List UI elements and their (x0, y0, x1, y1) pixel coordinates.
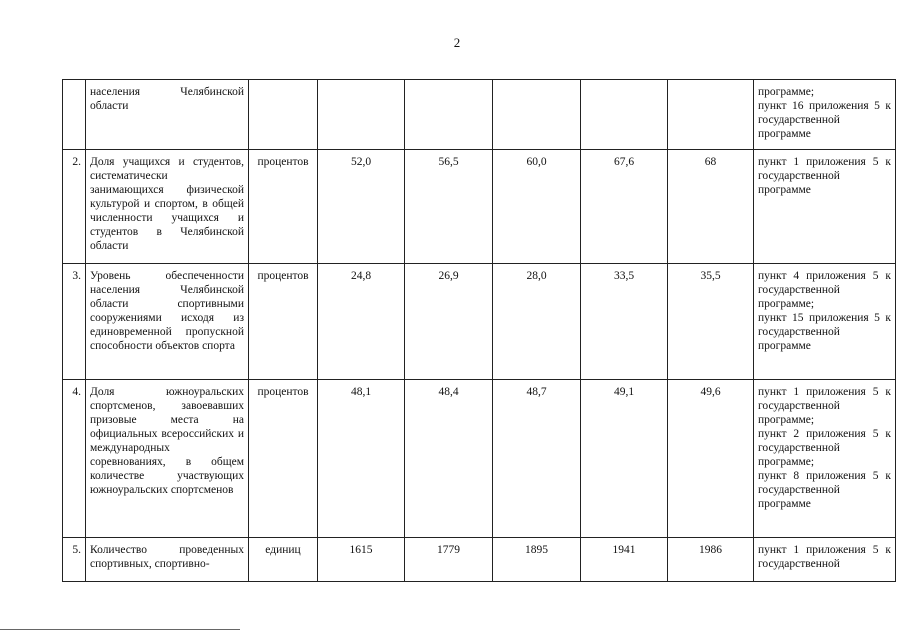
indicator-name: Уровень обеспеченности населения Челябинской области спортивными сооружениями исходя из единовременной пропускной способности объектов спорта (86, 264, 249, 380)
value-cell: 60,0 (493, 150, 581, 264)
value-cell (581, 80, 668, 150)
value-cell: 26,9 (405, 264, 493, 380)
row-number: 2. (63, 150, 86, 264)
value-cell: 1615 (318, 538, 405, 582)
note-cell: пункт 1 приложения 5 к государственной программе; пункт 2 приложения 5 к государственной программе; пункт 8 приложения 5 к государственной программе (754, 380, 896, 538)
row-number (63, 80, 86, 150)
unit-cell: процентов (249, 380, 318, 538)
note-cell: пункт 1 приложения 5 к государственной программе (754, 150, 896, 264)
unit-cell: процентов (249, 150, 318, 264)
value-cell: 67,6 (581, 150, 668, 264)
value-cell (668, 80, 754, 150)
unit-cell: процентов (249, 264, 318, 380)
value-cell (405, 80, 493, 150)
value-cell: 49,6 (668, 380, 754, 538)
value-cell: 33,5 (581, 264, 668, 380)
value-cell: 35,5 (668, 264, 754, 380)
value-cell: 48,1 (318, 380, 405, 538)
page-number: 2 (453, 35, 461, 50)
indicator-name: населения Челябинской области (86, 80, 249, 150)
indicator-name: Доля учащихся и студентов, систематически занимающихся физической культурой и спортом, в общей численности учащихся и студентов в Челябинской области (86, 150, 249, 264)
page-bottom-rule (0, 629, 240, 630)
note-cell: пункт 4 приложения 5 к государственной программе; пункт 15 приложения 5 к государственной программе (754, 264, 896, 380)
unit-cell (249, 80, 318, 150)
table-row (63, 264, 896, 380)
value-cell: 68 (668, 150, 754, 264)
row-number: 5. (63, 538, 86, 582)
indicator-name: Количество проведенных спортивных, спортивно- (86, 538, 249, 582)
value-cell: 56,5 (405, 150, 493, 264)
table-row (63, 538, 896, 582)
indicators-table (62, 79, 896, 582)
table-row (63, 80, 896, 150)
value-cell: 49,1 (581, 380, 668, 538)
value-cell: 1986 (668, 538, 754, 582)
value-cell: 1895 (493, 538, 581, 582)
value-cell: 1779 (405, 538, 493, 582)
value-cell: 48,4 (405, 380, 493, 538)
value-cell: 28,0 (493, 264, 581, 380)
value-cell: 52,0 (318, 150, 405, 264)
value-cell: 24,8 (318, 264, 405, 380)
note-cell: пункт 1 приложения 5 к государственной (754, 538, 896, 582)
indicator-name: Доля южноуральских спортсменов, завоевавших призовые места на официальных всероссийских и международных соревнованиях, в общем количестве участвующих южноуральских спортсменов (86, 380, 249, 538)
unit-cell: единиц (249, 538, 318, 582)
note-cell: программе; пункт 16 приложения 5 к государственной программе (754, 80, 896, 150)
table-row (63, 380, 896, 538)
value-cell: 1941 (581, 538, 668, 582)
value-cell: 48,7 (493, 380, 581, 538)
value-cell (318, 80, 405, 150)
row-number: 4. (63, 380, 86, 538)
value-cell (493, 80, 581, 150)
table-row (63, 150, 896, 264)
row-number: 3. (63, 264, 86, 380)
